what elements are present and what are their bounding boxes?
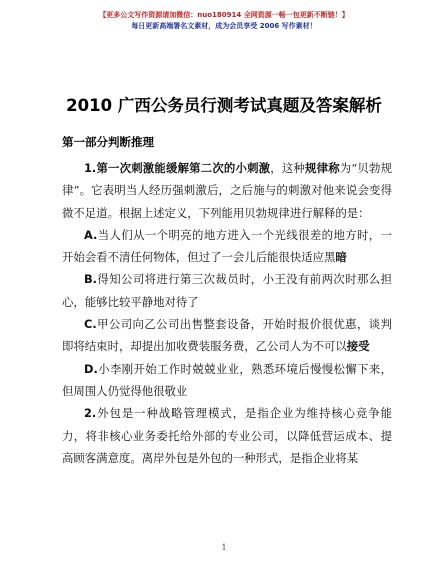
option-c-text: 甲公司向乙公司出售整套设备，开始时报价很优惠，谈判即将结束时，却提出加收费装服务费，乙公司人为不可以: [62, 317, 392, 354]
question-1-bold: 规律称: [305, 161, 340, 175]
option-c-label: C.: [84, 317, 97, 332]
page-number: 1: [221, 543, 227, 552]
option-c-tail: 接受: [346, 339, 370, 354]
document-title: 2010 广西公务员行测考试真题及答案解析: [66, 96, 382, 115]
question-2-number: 2.: [84, 406, 97, 421]
question-1-mid: ，这种: [270, 161, 306, 175]
option-d-label: D.: [84, 361, 98, 376]
option-b-text: 得知公司将进行第三次裁员时，小王没有前两次时那么担心，能够比较平静地对待了: [62, 272, 392, 309]
question-1-stem-text: 为“贝勃规律”。它表明当人经历强刺激后，之后施与的刺激对他来说会变得微不足道。根据上述定义，下列能用贝勃规律进行解释的是：: [62, 161, 392, 220]
question-2-stem: [62, 402, 392, 469]
promo-banner-line-1: 【更多公文写作资源请加微信：nuo180914 全网资源一畅一包更新不断链！】: [99, 11, 349, 19]
promo-banner-line-2: 每日更新高端署名文素材，成为会员享受 2006 写作素材！: [131, 22, 317, 30]
option-b: [62, 268, 392, 313]
option-b-label: B.: [84, 272, 98, 287]
option-a-label: A.: [84, 227, 98, 242]
question-1-lead: 第一次刺激能缓解第二次的小刺激: [96, 161, 271, 175]
option-a-text: 当人们从一个明亮的地方进入一个光线很差的地方时，一开始会看不清任何物体，但过了一会儿后能很快适应黑: [62, 227, 392, 265]
question-1-number: 1.: [84, 161, 97, 175]
promo-banner: [0, 10, 448, 32]
option-d: [62, 358, 392, 403]
option-c: [62, 313, 392, 358]
question-2-text: 外包是一种战略管理模式，是指企业为维持核心竞争能力，将非核心业务委托给外部的专业公司，以降低营运成本、提高顾客满意度。离岸外包是外包的一种形式，是指企业将某: [62, 406, 392, 465]
option-d-text: 小李刚开始工作时兢兢业业，熟悉环境后慢慢松懈下来，但周围人仍觉得他很敬业: [62, 361, 392, 398]
question-1-stem: [62, 157, 392, 224]
option-a: [62, 224, 392, 269]
document-body: [62, 157, 392, 469]
option-a-tail: 暗: [335, 250, 347, 265]
section-heading: 第一部分判断推理: [62, 135, 154, 149]
